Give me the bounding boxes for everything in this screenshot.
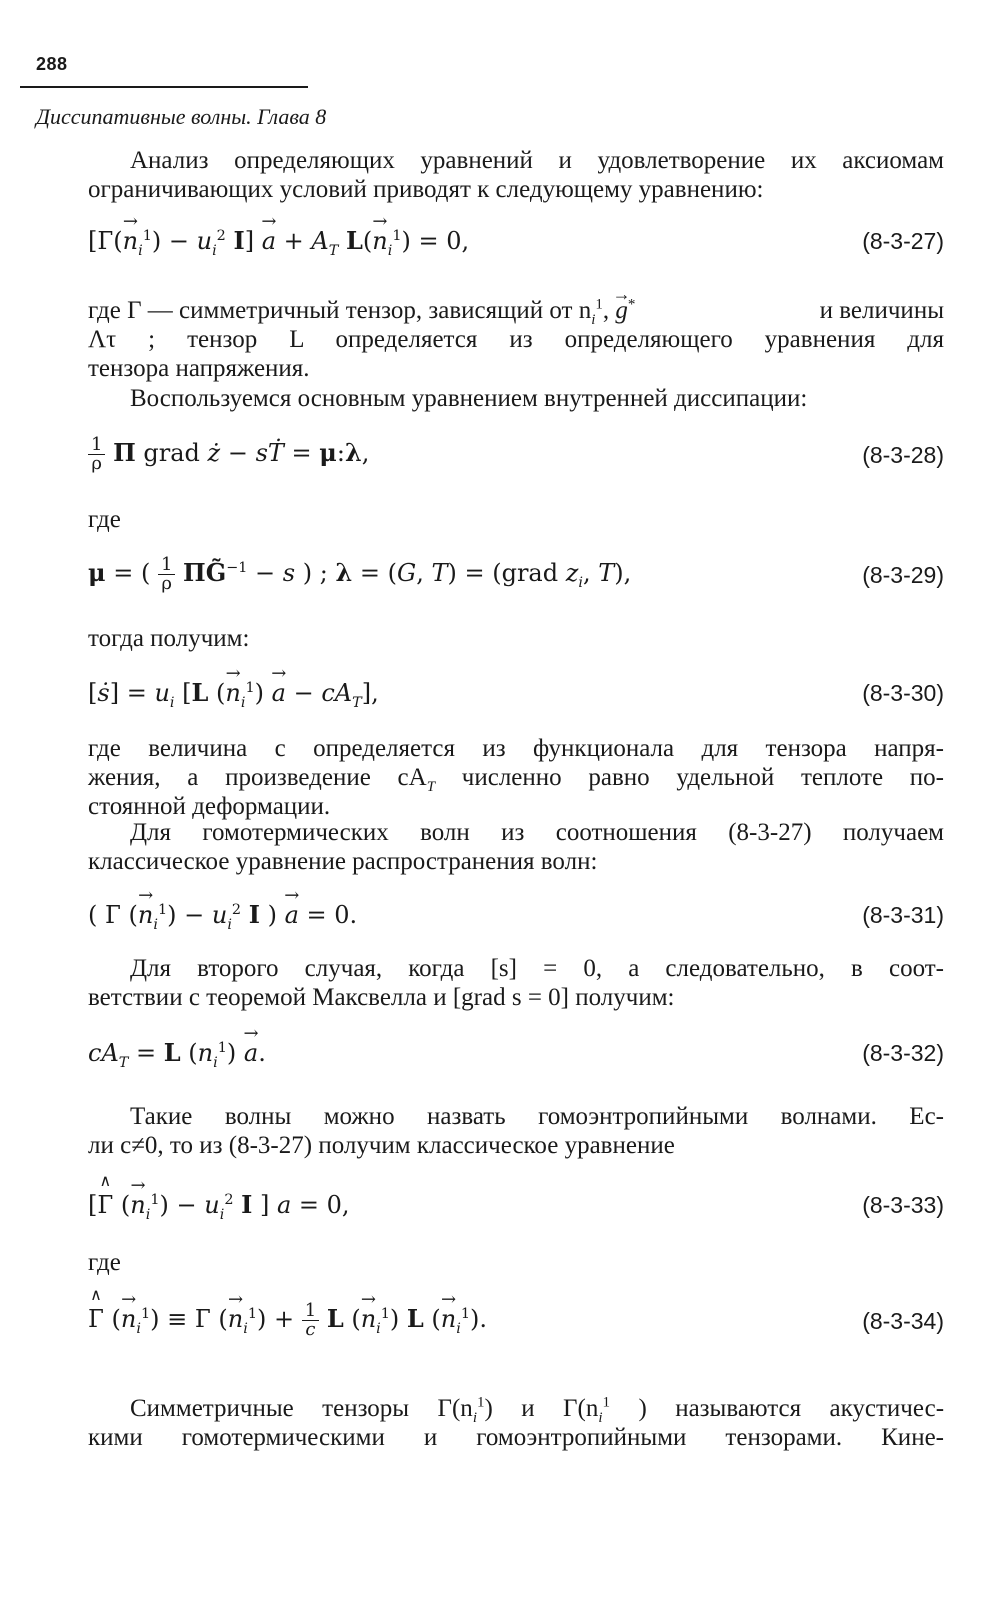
running-head: Диссипативные волны. Глава 8 (36, 104, 327, 129)
text-line: Для гомотермических волн из соотношения (8-3-27) получаем (130, 819, 944, 846)
equation-8-3-31 (88, 900, 944, 936)
text-line: ли c≠0, то из (8-3-27) получим классическое уравнение (88, 1132, 675, 1159)
equation-8-3-34 (88, 1302, 944, 1352)
equation-formula: ∧ Г (→ $n_i^1) \equiv Г$ (→ $n_i^1$) + $\frac{1}{c}$ L (→ $n_i^1$) L (→ $n_i^1$). (88, 1302, 487, 1339)
equation-8-3-28 (88, 436, 944, 486)
text-line: и величины (819, 297, 944, 324)
equation-number: (8-3-31) (862, 902, 944, 928)
equation-formula: [ṡ] = $u_i$ [L (→ $n_i^1) \to a - cA_T$], (88, 678, 379, 707)
equation-number: (8-3-27) (862, 228, 944, 254)
text-line: ) и Г(n (484, 1395, 599, 1422)
text-line: жения, а произведение cA (88, 764, 427, 791)
equation-number: (8-3-33) (862, 1192, 944, 1218)
equation-8-3-30 (88, 678, 944, 714)
text-line: где величина c определяется из функционала для тензора напря- (88, 735, 944, 762)
equation-8-3-32 (88, 1038, 944, 1074)
paragraph-8: Симметричные тензоры $Г(n_i^1)$ и $Г(n_i^1$ ) называются акустичес- кими гомотермическими и гомоэнтропийными тензорами. Кине- (88, 1394, 945, 1451)
paragraph-5 (88, 818, 944, 876)
text-line: Λτ ; тензор L определяется из определяющего уравнения для (88, 326, 944, 353)
text-line: классическое уравнение распространения волн: (88, 848, 598, 875)
text-gde-2: где (88, 1249, 121, 1276)
equation-number: (8-3-32) (862, 1040, 944, 1066)
header-rule (20, 86, 308, 88)
paragraph-2: где Г — симметричный тензор, зависящий от $n_i^1$, → g* и величины Λτ ; тензор L определяется из определяющего уравнения для тензора напряжения. (88, 296, 944, 383)
text-togda: тогда получим: (88, 625, 250, 652)
equation-number: (8-3-34) (862, 1308, 944, 1334)
paragraph-3: Воспользуемся основным уравнением внутренней диссипации: (130, 385, 808, 412)
text-gde-1: где (88, 506, 121, 533)
equation-number: (8-3-28) (862, 442, 944, 468)
text-line: Для второго случая, когда [s] = 0, а следовательно, в соот- (130, 955, 944, 982)
equation-formula: [∧ Г (→ $n_i^1) - u_i^2$ I ] a = 0, (88, 1190, 350, 1219)
text-line: ограничивающих условий приводят к следующему уравнению: (88, 176, 764, 203)
equation-8-3-27 (88, 226, 944, 262)
paragraph-7 (88, 1102, 944, 1160)
equation-formula: ( Г (→ $n_i^1) - u_i^2$ I ) → a = 0. (88, 900, 357, 929)
text-line: Симметричные тензоры Г(n (130, 1395, 473, 1422)
equation-formula: $\frac{1}{\rho}$ П grad ż − sṪ = μ:λ, (88, 436, 369, 473)
text-line: стоянной деформации. (88, 793, 331, 820)
equation-formula: μ = ( $\frac{1}{\rho}$ ПG̃$^{-1}$ − s ) ; λ = (G, T) = (grad $z_i$, T), (88, 554, 632, 594)
equation-formula: $cA_T = L$ $(n_i^1) \to a$. (88, 1038, 266, 1067)
text-line: Такие волны можно назвать гомоэнтропийными волнами. Ес- (130, 1103, 944, 1130)
paragraph-1 (88, 146, 944, 204)
text-line: Анализ определяющих уравнений и удовлетворение их аксиомам (130, 147, 944, 174)
text-line: тензора напряжения. (88, 355, 310, 382)
text-line: ) называются акустичес- (638, 1395, 945, 1422)
equation-number: (8-3-30) (862, 680, 944, 706)
page-number: 288 (36, 54, 68, 74)
equation-8-3-29 (88, 556, 944, 606)
equation-number: (8-3-29) (862, 562, 944, 588)
text-line: ветствии с теоремой Максвелла и [grad s = 0] получим: (88, 984, 675, 1011)
text-line: кими гомотермическими и гомоэнтропийными тензорами. Кине- (88, 1424, 944, 1451)
equation-8-3-33 (88, 1190, 944, 1226)
text-line: численно равно удельной теплоте по- (461, 764, 944, 791)
text-line: где Г — симметричный тензор, зависящий от n (88, 297, 592, 324)
equation-formula: [$Г(\to n_i^1) - u_i^2$ $I] \to a + A_T$ $L(\to n_i^1) = 0$, (88, 226, 469, 255)
paragraph-4: где величина c определяется из функционала для тензора напря- жения, а произведение $cA_T$ численно равно удельной теплоте по- стоянной деформации. (88, 735, 944, 820)
paragraph-6 (88, 954, 944, 1012)
